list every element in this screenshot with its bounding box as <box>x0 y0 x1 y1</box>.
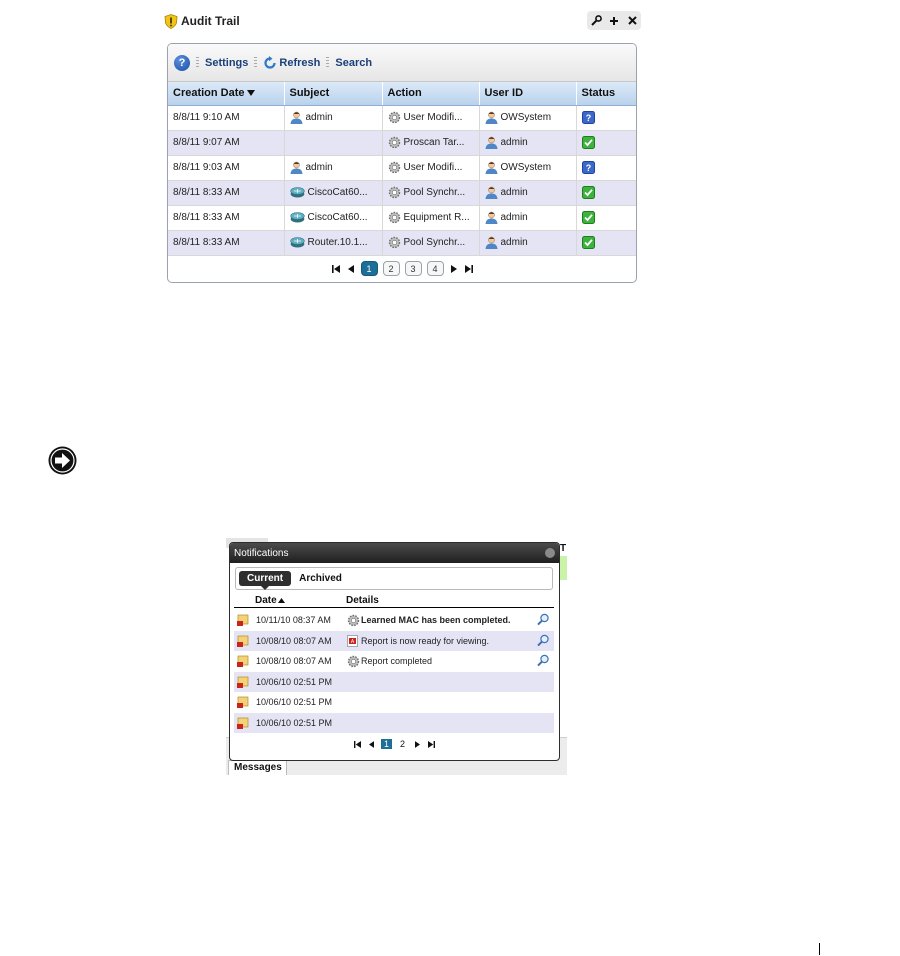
collapse-icon[interactable] <box>545 548 555 558</box>
toolbar-separator <box>196 57 199 69</box>
notification-details: Learned MAC has been completed. <box>361 615 511 625</box>
audit-trail-title-bar <box>164 12 240 30</box>
search-button[interactable]: Search <box>335 56 373 69</box>
user-icon <box>485 186 501 199</box>
gear-icon <box>347 655 360 670</box>
cell-action <box>382 130 479 155</box>
subject-text: Router.10.1... <box>307 237 368 248</box>
plus-icon[interactable] <box>607 14 621 28</box>
notification-date: 10/06/10 02:51 PM <box>256 697 333 707</box>
action-text: Pool Synchr... <box>403 187 466 198</box>
envelope-icon <box>237 717 250 732</box>
envelope-icon <box>237 676 250 691</box>
notification-date: 10/06/10 02:51 PM <box>256 717 333 728</box>
user-id-text: OWSystem <box>500 112 552 123</box>
cell-user-id <box>479 205 576 230</box>
action-text: Pool Synchr... <box>403 237 466 248</box>
subject-text: CiscoCat60... <box>307 187 368 198</box>
cell-action <box>382 205 479 230</box>
table-row[interactable] <box>168 105 636 130</box>
cell-creation-date: 8/8/11 8:33 AM <box>168 180 284 205</box>
magnifier-icon[interactable] <box>537 654 550 669</box>
refresh-label: Refresh <box>279 56 321 69</box>
last-page-icon[interactable] <box>464 264 474 274</box>
table-row[interactable] <box>168 205 636 230</box>
status-unknown-icon <box>582 161 631 174</box>
envelope-icon <box>237 655 250 670</box>
user-icon <box>485 211 501 224</box>
last-page-icon[interactable] <box>427 740 436 749</box>
user-id-text: admin <box>500 212 528 223</box>
user-id-text: admin <box>500 187 528 198</box>
column-header-creation-date[interactable]: Creation Date <box>168 82 284 105</box>
background-edge-letter: T <box>560 543 567 554</box>
user-icon <box>485 161 501 174</box>
background-green-bar <box>559 556 567 580</box>
svg-text:?: ? <box>585 163 591 173</box>
cell-user-id <box>479 155 576 180</box>
svg-text:A: A <box>350 638 355 645</box>
next-page-icon[interactable] <box>413 740 422 749</box>
user-id-text: admin <box>500 137 528 148</box>
user-icon <box>290 111 306 124</box>
cell-creation-date: 8/8/11 8:33 AM <box>168 230 284 255</box>
list-item[interactable] <box>234 713 554 734</box>
cell-status <box>576 155 636 180</box>
page-button[interactable]: 2 <box>383 261 400 276</box>
refresh-icon <box>263 56 277 70</box>
notifications-list <box>234 610 554 733</box>
cell-user-id <box>479 180 576 205</box>
envelope-icon <box>237 696 250 711</box>
cell-status <box>576 130 636 155</box>
magnifier-icon[interactable] <box>537 634 550 649</box>
cell-status <box>576 105 636 130</box>
pdf-icon <box>347 635 358 649</box>
toolbar-separator <box>326 57 329 69</box>
first-page-icon[interactable] <box>331 264 341 274</box>
column-header-action[interactable]: Action <box>382 82 479 105</box>
cell-user-id <box>479 105 576 130</box>
gear-icon <box>388 186 404 199</box>
status-success-icon <box>582 136 631 149</box>
notification-details: Report is now ready for viewing. <box>361 635 490 646</box>
cell-status <box>576 205 636 230</box>
cell-creation-date: 8/8/11 9:10 AM <box>168 105 284 130</box>
notification-date: 10/08/10 08:07 AM <box>256 656 332 666</box>
notifications-column-headers <box>234 594 554 608</box>
toolbar-separator <box>254 57 257 69</box>
subject-text: admin <box>305 162 333 173</box>
list-item[interactable] <box>234 692 554 713</box>
user-icon <box>485 111 501 124</box>
status-success-icon <box>582 211 631 224</box>
portlet-tools <box>587 11 641 30</box>
envelope-icon <box>237 614 250 629</box>
prev-page-icon[interactable] <box>367 740 376 749</box>
refresh-button[interactable] <box>263 56 320 70</box>
column-header-user-id[interactable]: User ID <box>479 82 576 105</box>
prev-page-icon[interactable] <box>346 264 356 274</box>
list-item[interactable] <box>234 651 554 672</box>
messages-tab[interactable]: Messages <box>228 760 287 775</box>
cell-status <box>576 180 636 205</box>
cell-action <box>382 105 479 130</box>
list-item[interactable] <box>234 631 554 652</box>
list-item[interactable] <box>234 610 554 631</box>
cell-status <box>576 230 636 255</box>
table-row[interactable] <box>168 155 636 180</box>
column-header-subject[interactable]: Subject <box>284 82 382 105</box>
notifications-title: Notifications <box>234 547 289 559</box>
cell-action <box>382 155 479 180</box>
gear-icon <box>388 211 404 224</box>
cell-user-id <box>479 230 576 255</box>
cell-subject <box>284 230 382 255</box>
page-button[interactable]: 1 <box>361 261 378 276</box>
shield-warning-icon <box>164 14 178 29</box>
tab-current[interactable]: Current <box>239 571 291 586</box>
gear-icon <box>388 136 404 149</box>
gear-icon <box>388 236 404 249</box>
action-text: User Modifi... <box>403 162 463 173</box>
page-button[interactable]: 2 <box>400 739 406 749</box>
cell-subject <box>284 155 382 180</box>
page-button[interactable]: 4 <box>427 261 444 276</box>
notification-date: 10/06/10 02:51 PM <box>256 676 333 687</box>
first-page-icon[interactable] <box>353 740 362 749</box>
status-success-icon <box>582 186 631 199</box>
gear-icon <box>388 111 404 124</box>
cell-action <box>382 180 479 205</box>
envelope-icon <box>237 635 250 650</box>
audit-toolbar <box>168 44 636 82</box>
user-icon <box>485 236 501 249</box>
router-icon <box>290 212 308 223</box>
help-icon[interactable]: ? <box>174 55 190 71</box>
subject-text: CiscoCat60... <box>307 212 368 223</box>
page-margin-rule <box>819 943 820 955</box>
user-icon <box>290 161 306 174</box>
list-item[interactable] <box>234 672 554 693</box>
table-row[interactable] <box>168 180 636 205</box>
settings-button[interactable]: Settings <box>205 56 249 69</box>
page-button[interactable]: 3 <box>405 261 422 276</box>
next-page-icon[interactable] <box>449 264 459 274</box>
page-title: Audit Trail <box>181 14 240 28</box>
user-id-text: OWSystem <box>500 162 552 173</box>
gear-icon <box>347 614 360 629</box>
magnifier-icon[interactable] <box>537 613 550 628</box>
notifications-tabs <box>235 567 553 590</box>
notifications-popup <box>229 542 560 761</box>
svg-text:?: ? <box>585 113 591 123</box>
page-button[interactable]: 1 <box>381 739 392 749</box>
wrench-icon[interactable] <box>589 14 603 28</box>
audit-pager <box>168 261 636 276</box>
cell-action <box>382 230 479 255</box>
note-arrow-icon <box>48 446 77 475</box>
cell-creation-date: 8/8/11 9:03 AM <box>168 155 284 180</box>
status-success-icon <box>582 236 631 249</box>
sort-desc-icon <box>247 90 255 96</box>
action-text: Equipment R... <box>403 212 470 223</box>
column-header-date[interactable]: Date <box>255 595 285 606</box>
notification-date: 10/11/10 08:37 AM <box>256 615 331 625</box>
user-icon <box>485 136 501 149</box>
tab-archived[interactable]: Archived <box>299 573 342 584</box>
router-icon <box>290 187 308 198</box>
cell-subject <box>284 180 382 205</box>
cell-subject <box>284 130 382 155</box>
page-numbers <box>381 739 408 749</box>
cell-subject <box>284 105 382 130</box>
close-icon[interactable] <box>625 14 639 28</box>
user-id-text: admin <box>500 237 528 248</box>
table-row[interactable] <box>168 130 636 155</box>
table-header <box>168 82 636 105</box>
page-numbers <box>361 261 444 276</box>
subject-text: admin <box>305 112 333 123</box>
column-header-details[interactable]: Details <box>346 595 379 606</box>
column-header-status[interactable]: Status <box>576 82 636 105</box>
notifications-header <box>230 543 559 563</box>
status-unknown-icon <box>582 111 631 124</box>
audit-table <box>168 82 637 256</box>
cell-user-id <box>479 130 576 155</box>
sort-asc-icon <box>278 598 285 603</box>
table-row[interactable] <box>168 230 636 255</box>
router-icon <box>290 237 308 248</box>
audit-trail-panel <box>167 43 637 283</box>
gear-icon <box>388 161 404 174</box>
cell-creation-date: 8/8/11 8:33 AM <box>168 205 284 230</box>
notification-details: Report completed <box>361 656 433 666</box>
notifications-pager <box>230 739 559 749</box>
cell-subject <box>284 205 382 230</box>
notification-date: 10/08/10 08:07 AM <box>256 635 332 646</box>
cell-creation-date: 8/8/11 9:07 AM <box>168 130 284 155</box>
action-text: User Modifi... <box>403 112 463 123</box>
action-text: Proscan Tar... <box>403 137 465 148</box>
